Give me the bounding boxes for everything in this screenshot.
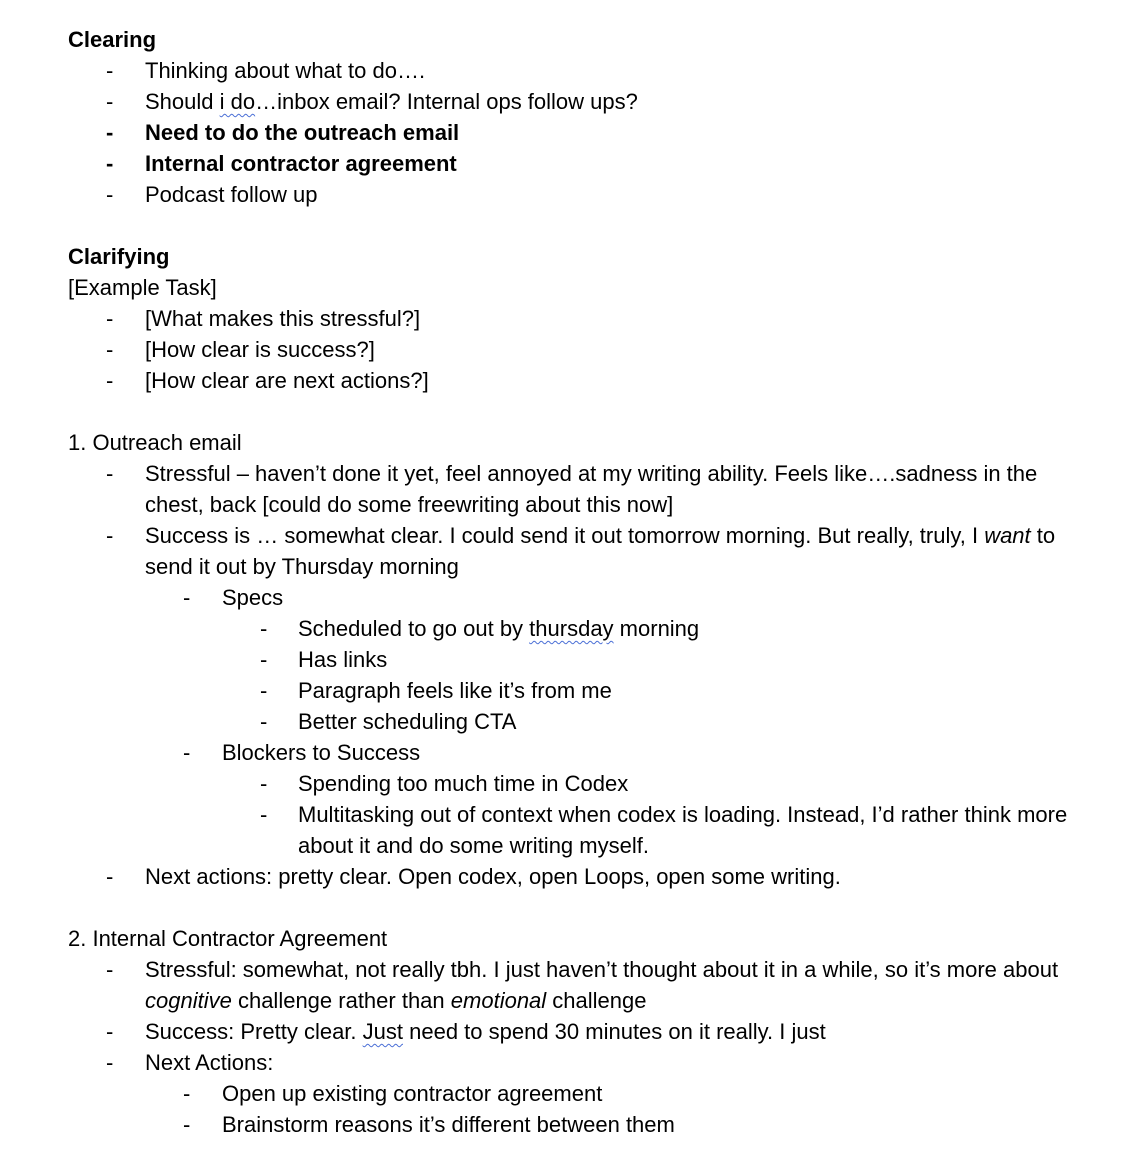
list-item: - Scheduled to go out by thursday morning: [260, 616, 700, 641]
list-item: - Better scheduling CTA: [260, 709, 517, 734]
list-item: - Success: Pretty clear. Just need to spend 30 minutes on it really. I just: [106, 1019, 826, 1044]
task-title-outreach: 1. Outreach email: [68, 430, 242, 455]
list-item: - Next actions: pretty clear. Open codex, open Loops, open some writing.: [106, 864, 841, 889]
list-item: - Stressful: somewhat, not really tbh. I just haven’t thought about it in a while, so it’s more about cognitive challenge rather than emotional challenge: [106, 957, 1059, 1013]
example-task-label: [Example Task]: [68, 275, 217, 300]
list-item: - Success is … somewhat clear. I could send it out tomorrow morning. But really, truly, I want to send it out by Thursday morning: [106, 523, 1056, 579]
spellcheck-underline: Just: [362, 1019, 403, 1044]
list-item: - Brainstorm reasons it’s different between them: [183, 1112, 675, 1137]
list-item: - Podcast follow up: [106, 182, 318, 207]
list-item: - Need to do the outreach email: [106, 120, 460, 145]
list-item: - [What makes this stressful?]: [106, 306, 421, 331]
list-item: - [How clear are next actions?]: [106, 368, 429, 393]
section-heading-clarifying: Clarifying: [68, 244, 170, 269]
list-item: - Should i do…inbox email? Internal ops follow ups?: [106, 89, 638, 114]
list-item: - Paragraph feels like it’s from me: [260, 678, 612, 703]
list-item: - Internal contractor agreement: [106, 151, 457, 176]
list-item: - Has links: [260, 647, 388, 672]
list-item: - Specs: [183, 585, 284, 610]
list-item: - Open up existing contractor agreement: [183, 1081, 603, 1106]
list-item: - Stressful – haven’t done it yet, feel annoyed at my writing ability. Feels like….sadness in the chest, back [could do some freewriting about this now]: [106, 461, 1038, 517]
list-item: - [How clear is success?]: [106, 337, 375, 362]
spellcheck-underline: thursday: [529, 616, 614, 641]
list-item: - Spending too much time in Codex: [260, 771, 629, 796]
list-item: - Multitasking out of context when codex is loading. Instead, I’d rather think more about it and do some writing myself.: [260, 802, 1068, 858]
section-heading-clearing: Clearing: [68, 27, 157, 52]
task-title-contractor: 2. Internal Contractor Agreement: [68, 926, 388, 951]
list-item: - Next Actions:: [106, 1050, 274, 1075]
spellcheck-underline: i do: [219, 89, 256, 114]
document-body: [68, 24, 1068, 1140]
list-item: - Thinking about what to do….: [106, 58, 426, 83]
list-item: - Blockers to Success: [183, 740, 421, 765]
